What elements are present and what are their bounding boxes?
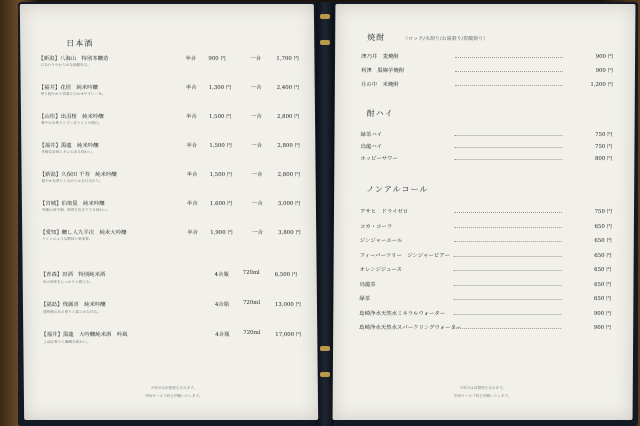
serving-size: 一合 — [251, 143, 263, 149]
menu-item-name: 津乃井 麦焼酎 — [361, 54, 399, 60]
menu-item-price: 650 円 — [594, 252, 612, 259]
menu-item-description: 華やかな香りとすっきりとした後口。 — [41, 121, 102, 125]
menu-item-name: 緑茶 — [359, 296, 371, 302]
section-heading-nonalcohol: ノンアルコール — [366, 185, 429, 194]
binder-ring — [320, 372, 330, 377]
menu-item-price: 1,700 円 — [276, 56, 299, 62]
menu-item-price: 1,300 円 — [208, 85, 232, 91]
bottle-size: 4合瓶 — [214, 302, 230, 308]
menu-item-price: 750 円 — [595, 144, 613, 150]
menu-item-price: 650 円 — [594, 223, 612, 230]
serving-size: 半合 — [187, 230, 199, 236]
menu-item-description: 口当たりやわらかな淡麗辛口。 — [40, 63, 91, 67]
dotted-leader — [453, 299, 561, 300]
bottle-volume: 720ml — [242, 270, 260, 276]
binder-ring — [320, 346, 330, 351]
menu-item-price: 900 円 — [593, 310, 612, 317]
menu-item-price: 750 円 — [594, 209, 613, 215]
menu-item-description: 米の旨味をしっかりと感じる。 — [42, 280, 94, 284]
menu-item-description: ワインのような酸味と果実香。 — [42, 237, 93, 241]
footer-note: 別途サービス料を頂戴いたします。 — [454, 394, 512, 398]
bottle-size: 4合瓶 — [214, 272, 229, 278]
footer-note: ※料金は消費税を含みます。 — [150, 386, 198, 390]
section-heading-chuhai: 酎ハイ — [366, 109, 394, 118]
menu-item-price: 1,500 円 — [208, 114, 232, 120]
dotted-leader — [453, 285, 561, 286]
menu-item-description: 穏やかな香りとなめらかな口当たり。 — [41, 179, 103, 183]
menu-item-price: 6,500 円 — [274, 272, 298, 278]
menu-item-name: 月の中 米焼酎 — [360, 82, 399, 88]
serving-size: 半合 — [185, 56, 197, 62]
menu-item-description: 上品な香りと繊細な味わい。 — [43, 340, 91, 344]
menu-item-price: 2,800 円 — [277, 172, 301, 178]
menu-item-name: 緑茶ハイ — [360, 132, 383, 138]
bottle-volume: 720ml — [243, 330, 261, 336]
dotted-leader — [453, 314, 561, 315]
bottle-size: 4合瓶 — [215, 332, 230, 338]
menu-item-price: 2,400 円 — [276, 85, 300, 91]
menu-item-price: 1,200 円 — [590, 82, 613, 88]
dotted-leader — [455, 57, 563, 58]
serving-size: 半合 — [185, 85, 197, 91]
menu-item-price: 1,500 円 — [209, 143, 232, 149]
serving-size: 一合 — [250, 114, 262, 120]
menu-item-price: 800 円 — [594, 156, 613, 162]
menu-item-price: 750 円 — [595, 132, 613, 138]
menu-item-price: 650 円 — [594, 267, 612, 273]
footer-note: 別途サービス料を頂戴いたします。 — [145, 394, 203, 398]
menu-item-name: 【青森】田酒 特別純米酒 — [40, 272, 106, 278]
menu-item-price: 3,000 円 — [277, 201, 301, 207]
page-heading: 日本酒 — [66, 39, 94, 48]
menu-item-price: 900 円 — [208, 56, 226, 62]
footer-note: ※料金は消費税を含みます。 — [459, 386, 507, 390]
menu-item-price: 650 円 — [593, 296, 612, 302]
binder-ring — [320, 40, 330, 45]
menu-item-name: 烏龍ハイ — [360, 144, 383, 150]
menu-item-description: 香り穏やかで食事に合わせやすい一本。 — [40, 92, 106, 96]
menu-item-name: アサヒ ドライゼロ — [359, 209, 409, 215]
menu-item-price: 650 円 — [594, 281, 612, 288]
menu-item-price: 1,600 円 — [209, 201, 233, 207]
menu-item-name: 【新潟】久保田 千寿 純米吟醸 — [39, 172, 117, 178]
dotted-leader — [454, 212, 562, 213]
dotted-leader — [454, 159, 562, 160]
serving-size: 一合 — [252, 230, 264, 236]
serving-size: 半合 — [186, 172, 198, 178]
dotted-leader — [454, 270, 562, 271]
serving-size: 一合 — [251, 201, 263, 207]
serving-size: 半合 — [186, 143, 198, 149]
dotted-leader — [455, 135, 563, 136]
menu-item-name: 【福井】黒龍 大吟醸純米酒 吟風 — [41, 332, 128, 338]
menu-item-price: 650 円 — [594, 238, 612, 244]
menu-item-name: 【宮城】伯楽星 純米吟醸 — [39, 201, 105, 207]
menu-item-price: 3,800 円 — [278, 230, 301, 236]
menu-item-description: 透明感のある香りと柔らかな甘み。 — [43, 310, 101, 314]
menu-item-name: ジンジャーエール — [359, 238, 403, 244]
dotted-leader — [455, 85, 563, 86]
menu-item-name: 【山形】出羽桜 純米吟醸 — [38, 114, 104, 120]
menu-item-price: 1,500 円 — [209, 172, 233, 178]
menu-item-description: 究極の食中酒。料理を引き立てる味わい。 — [41, 208, 111, 212]
menu-item-name: オレンジジュース — [359, 267, 402, 273]
menu-item-price: 2,800 円 — [276, 114, 300, 120]
menu-item-name: 【新潟】八海山 特別本醸造 — [38, 56, 109, 62]
menu-item-name: コカ・コーラ — [359, 223, 393, 230]
menu-item-name: 利津 黒麹芋焼酎 — [360, 68, 405, 74]
menu-item-price: 900 円 — [595, 54, 614, 60]
menu-item-name: 島崎浄水天然水スパークリングウォーター — [359, 325, 462, 331]
menu-item-price: 1,900 円 — [210, 230, 233, 236]
menu-item-name: 【福井】花垣 純米吟醸 — [38, 85, 99, 91]
menu-spine — [316, 2, 334, 426]
menu-item-price: 900 円 — [593, 325, 612, 331]
serving-size: 半合 — [186, 201, 198, 207]
dotted-leader — [453, 328, 561, 329]
serving-size: 一合 — [250, 85, 262, 91]
menu-item-name: 【愛知】醸し人九平次 純米大吟醸 — [40, 230, 127, 236]
serving-size: 一合 — [251, 172, 263, 178]
dotted-leader — [454, 256, 562, 257]
serving-size: 一合 — [250, 56, 262, 62]
dotted-leader — [454, 227, 562, 228]
menu-item-name: 【福井】黒龍 純米吟醸 — [39, 143, 99, 149]
menu-item-name: 烏龍茶 — [359, 281, 376, 288]
menu-item-description: 芳醇な旨味とキレのある味わい。 — [41, 150, 96, 154]
binder-ring — [320, 14, 330, 19]
dotted-leader — [455, 71, 563, 72]
serving-size: 半合 — [185, 114, 197, 120]
section-subheading: （ロック/水割り/お湯割り/炭酸割り） — [403, 36, 489, 42]
menu-item-name: フィーバーツリー ジンジャービアー — [359, 252, 450, 259]
menu-item-price: 17,000 円 — [275, 332, 302, 338]
menu-item-price: 900 円 — [595, 68, 614, 74]
menu-page-left — [20, 4, 318, 420]
dotted-leader — [454, 147, 562, 148]
menu-item-name: 【福島】飛露喜 純米吟醸 — [40, 302, 106, 308]
section-heading-shochu: 焼酎 — [367, 33, 386, 42]
menu-item-name: ホッピーサワー — [360, 156, 398, 162]
menu-item-price: 13,000 円 — [274, 302, 301, 308]
menu-item-price: 2,800 円 — [277, 143, 300, 149]
dotted-leader — [454, 241, 562, 242]
bottle-volume: 720ml — [242, 300, 261, 306]
menu-page-right — [333, 4, 636, 420]
menu-item-name: 島崎浄水天然水ミネラルウォーター — [359, 310, 446, 317]
